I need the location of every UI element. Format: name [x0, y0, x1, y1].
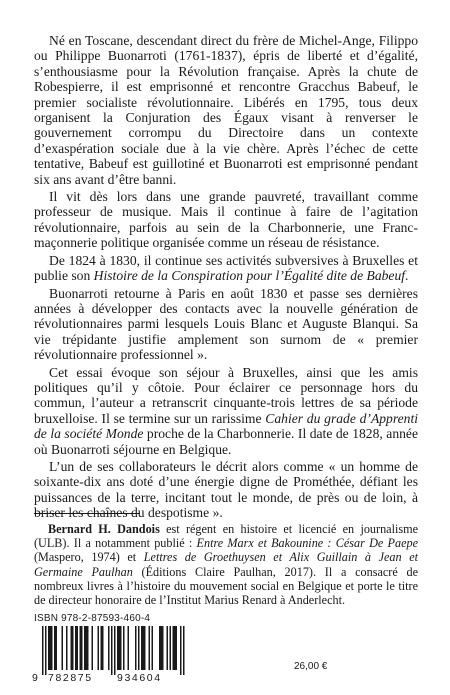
paragraph-3-end: . [405, 268, 409, 284]
barcode-digit-first: 9 [32, 672, 40, 682]
barcode-bar [45, 626, 47, 675]
barcode-bar [180, 626, 182, 675]
barcode-bar [92, 626, 94, 670]
barcode-bar [72, 626, 74, 670]
author-bio-text-1: est régent en histoire et licencié en journalisme (ULB). Il a notamment publié : [34, 522, 418, 551]
barcode-bar [170, 626, 172, 670]
barcode-bar [183, 626, 185, 675]
barcode-bar [87, 626, 89, 670]
paragraph-1: Né en Toscane, descendant direct du frère de Michel-Ange, Filippo ou Philippe Buonarroti (1761-1837), épris de liberté et d’égalité, s’enthousiasme pour la Révolution française. Après la chute de Robespierre, il est emprisonné et rencontre Gracchus Babeuf, le premier socialiste révolutionnaire. Libérés en 1795, tous deux organisent la Conjuration des Égaux visant à renverser le gouvernement corrompu du Directoire dans un contexte d’exaspération sociale due à la vie chère. Après l’échec de cette tentative, Babeuf est guillotiné et Buonarroti est emprisonné pendant six ans avant d’être banni. [34, 33, 418, 187]
barcode-bar [42, 626, 44, 675]
book-title-histoire: Histoire de la Conspiration pour l’Égalité dite de Babeuf [93, 268, 406, 284]
barcode-bar [162, 626, 164, 670]
barcode-bar [77, 626, 79, 670]
barcode-bar [161, 626, 163, 670]
author-book-1: Entre Marx et Bakounine : César De Paepe [196, 536, 418, 551]
author-bio-text-3: (Éditions Claire Paulhan, 2017). Il a consacré de nombreux livres à l’histoire du mouvement social en Belgique et porte le titre de directeur honoraire de l’Institut Marius Renard à Anderlecht. [34, 564, 418, 608]
barcode-bar [48, 626, 50, 670]
barcode-bar [173, 626, 175, 670]
barcode-bar [111, 626, 113, 675]
barcode-bar [80, 626, 82, 670]
barcode-bar [144, 626, 146, 670]
barcode-bar [159, 626, 161, 670]
barcode-bar [101, 626, 103, 670]
barcode-bar [51, 626, 53, 670]
barcode-bar [117, 626, 119, 670]
paragraph-4: Buonarroti retourne à Paris en août 1830 et passe ses dernières années à développer des contacts avec la nouvelle génération de révolutionnaires parmi lesquels Louis Blanc et Auguste Blanqui. Sa vie trépidante justifie amplement son surnom de « premier révolutionnaire professionnel ». [34, 285, 418, 363]
barcode-bar [114, 626, 116, 675]
barcode-bar [174, 626, 176, 670]
barcode-bar [135, 626, 137, 670]
author-book-2: Lettres de Groethuysen et Alix Guillain à Jean et Germaine Paulhan [34, 550, 419, 579]
barcode-graphic [28, 626, 206, 682]
barcode-digits-left: 782875 [48, 672, 93, 682]
author-bio [34, 522, 418, 607]
barcode-bar [50, 626, 52, 670]
barcode-bar [152, 626, 154, 670]
barcode-digits-right: 934604 [117, 672, 162, 682]
barcode-bar [141, 626, 143, 670]
barcode-bar [102, 626, 104, 670]
barcode-bar [75, 626, 77, 670]
price-label: 26,00 € [294, 661, 328, 672]
barcode-bar [54, 626, 56, 670]
barcode-bar [108, 626, 110, 670]
barcode [28, 626, 206, 682]
barcode-bar [176, 626, 178, 670]
barcode-bar [143, 626, 145, 670]
paragraph-2: Il vit dès lors dans une grande pauvreté, travaillant comme professeur de musique. Mais il continue à faire de l’agitation révolutionnaire, parfois au sein de la Charbonnerie, une Franc-maçonnerie politique organisée comme un réseau de résistance. [34, 189, 418, 251]
barcode-bar [66, 626, 68, 670]
blurb-text [34, 33, 418, 521]
barcode-bar [62, 626, 64, 670]
author-bio-text-2: (Maspero, 1974) et [34, 550, 144, 565]
book-title-cahier: Cahier du grade d’Apprenti de la société Monde [34, 410, 419, 442]
barcode-bar [120, 626, 122, 670]
barcode-bar [86, 626, 88, 670]
paragraph-6: L’un de ses collaborateurs le décrit alors comme « un homme de soixante-dix ans doté d’une énergie digne de Prométhée, défiant les puissances de la terre, incitant tout le monde, de près ou de loin, à briser les chaînes du despotisme ». [34, 458, 418, 521]
barcode-bar [71, 626, 73, 670]
barcode-bar [128, 626, 130, 670]
barcode-bar [138, 626, 140, 670]
barcode-bar [81, 626, 83, 670]
paragraph-5-text: Cet essai évoque son séjour à Bruxelles, ainsi que les amis politiques qu’il y côtoie. Pour éclairer ce personnage hors du commun, l’auteur a retranscrit cinquante-trois lettres de sa période bruxelloise. Il se termine sur un rarissime [34, 364, 418, 426]
barcode-bar [123, 626, 125, 670]
author-name: Bernard H. Dandois [48, 522, 160, 536]
isbn-label: ISBN 978-2-87593-460-4 [34, 613, 151, 624]
paragraph-3 [34, 253, 418, 284]
paragraph-5-end: proche de la Charbonnerie. Il date de 1828, année où Buonarroti séjourne en Belgique. [34, 426, 418, 457]
paragraph-3-text: De 1824 à 1830, il continue ses activités subversives à Bruxelles et publie son [34, 252, 418, 284]
barcode-bar [56, 626, 58, 670]
paragraph-5 [34, 365, 418, 457]
barcode-bar [84, 626, 86, 670]
barcode-bar [167, 626, 169, 670]
barcode-bar [98, 626, 100, 670]
barcode-bar [119, 626, 121, 670]
section-divider [34, 513, 140, 514]
barcode-bar [149, 626, 151, 670]
